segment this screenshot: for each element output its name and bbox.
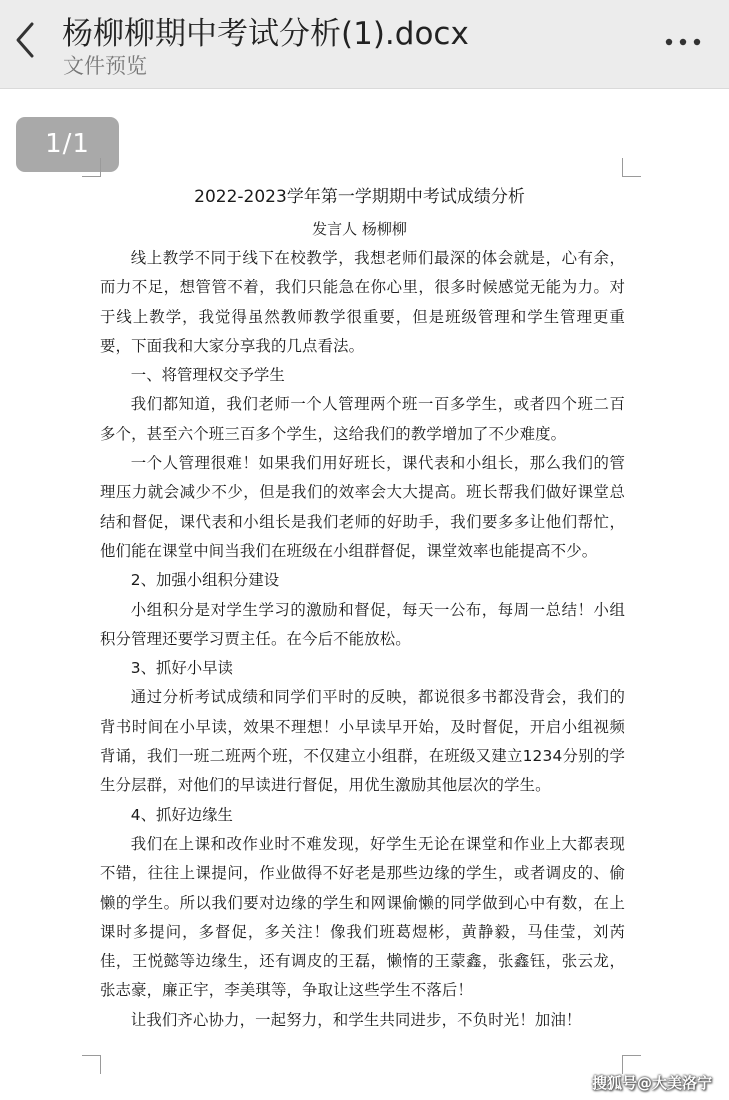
section-heading: 3、抓好小早读 — [130, 659, 233, 678]
page-margin-mark-bottom-left — [82, 1055, 101, 1074]
body-paragraph: 我们在上课和改作业时不难发现，好学生无论在课堂和作业上大都表现不错，往往上课提问，作业做得不好老是那些边缘的学生，或者调皮的、偷懒的学生。所以我们要对边缘的学生和网课偷懒的同学做到心中有数，在上课时多提问，多督促，多关注！像我们班葛煜彬，黄静毅，马佳莹，刘芮佳，王悦懿等边缘生，还有调皮的王磊，懒惰的王蒙鑫，张鑫钰，张云龙，张志豪，廉正宇，李美琪等，争取让这些学生不落后！ — [100, 834, 625, 1000]
page-margin-mark-top-left — [82, 158, 101, 177]
body-paragraph: 一个人管理很难！如果我们用好班长，课代表和小组长，那么我们的管理压力就会减少不少，但是我们的效率会大大提高。班长帮我们做好课堂总结和督促，课代表和小组长是我们老师的好助手，我们要多多让他们帮忙，他们能在课堂中间当我们在班级在小组群督促，课堂效率也能提高不少。 — [100, 454, 625, 560]
body-paragraph: 通过分析考试成绩和同学们平时的反映，都说很多书都没背会，我们的背书时间在小早读，效果不理想！小早读早开始，及时督促，开启小组视频背诵，我们一班二班两个班，不仅建立小组群，在班级又建立1234分别的学生分层群，对他们的早读进行督促，用优生激励其他层次的学生。 — [100, 688, 625, 795]
page-indicator: 1/1 — [16, 117, 119, 172]
document-body — [100, 244, 625, 1035]
app-header — [0, 0, 729, 89]
section-heading: 2、加强小组积分建设 — [130, 571, 280, 590]
document-page — [100, 180, 625, 1035]
document-title: 2022-2023学年第一学期期中考试成绩分析 — [194, 187, 525, 207]
watermark: 搜狐号@大美洛宁 — [592, 1074, 713, 1092]
section-heading: 一、将管理权交予学生 — [130, 366, 285, 385]
more-horizontal-icon — [660, 41, 706, 60]
page-margin-mark-top-right — [622, 158, 641, 177]
file-preview-label: 文件预览 — [63, 54, 147, 78]
body-paragraph: 小组积分是对学生学习的激励和督促，每天一公布，每周一总结！小组积分管理还要学习贾主任。在今后不能放松。 — [100, 600, 625, 648]
body-paragraph: 我们都知道，我们老师一个人管理两个班一百多学生，或者四个班二百多个，甚至六个班三百多个学生，这给我们的教学增加了不少难度。 — [100, 395, 625, 443]
body-paragraph: 让我们齐心协力，一起努力，和学生共同进步，不负时光！加油！ — [130, 1010, 582, 1029]
back-button[interactable] — [4, 14, 44, 64]
document-speaker: 发言人 杨柳柳 — [312, 220, 407, 238]
section-heading: 4、抓好边缘生 — [130, 805, 233, 824]
document-filename: 杨柳柳期中考试分析(1).docx — [62, 16, 469, 52]
body-paragraph: 线上教学不同于线下在校教学，我想老师们最深的体会就是，心有余，而力不足，想管管不着，我们只能急在你心里，很多时候感觉无能为力。对于线上教学，我觉得虽然教师教学很重要，但是班级管理和学生管理更重要，下面我和大家分享我的几点看法。 — [100, 249, 625, 355]
more-options-button[interactable] — [660, 26, 706, 56]
chevron-left-icon — [4, 14, 44, 64]
